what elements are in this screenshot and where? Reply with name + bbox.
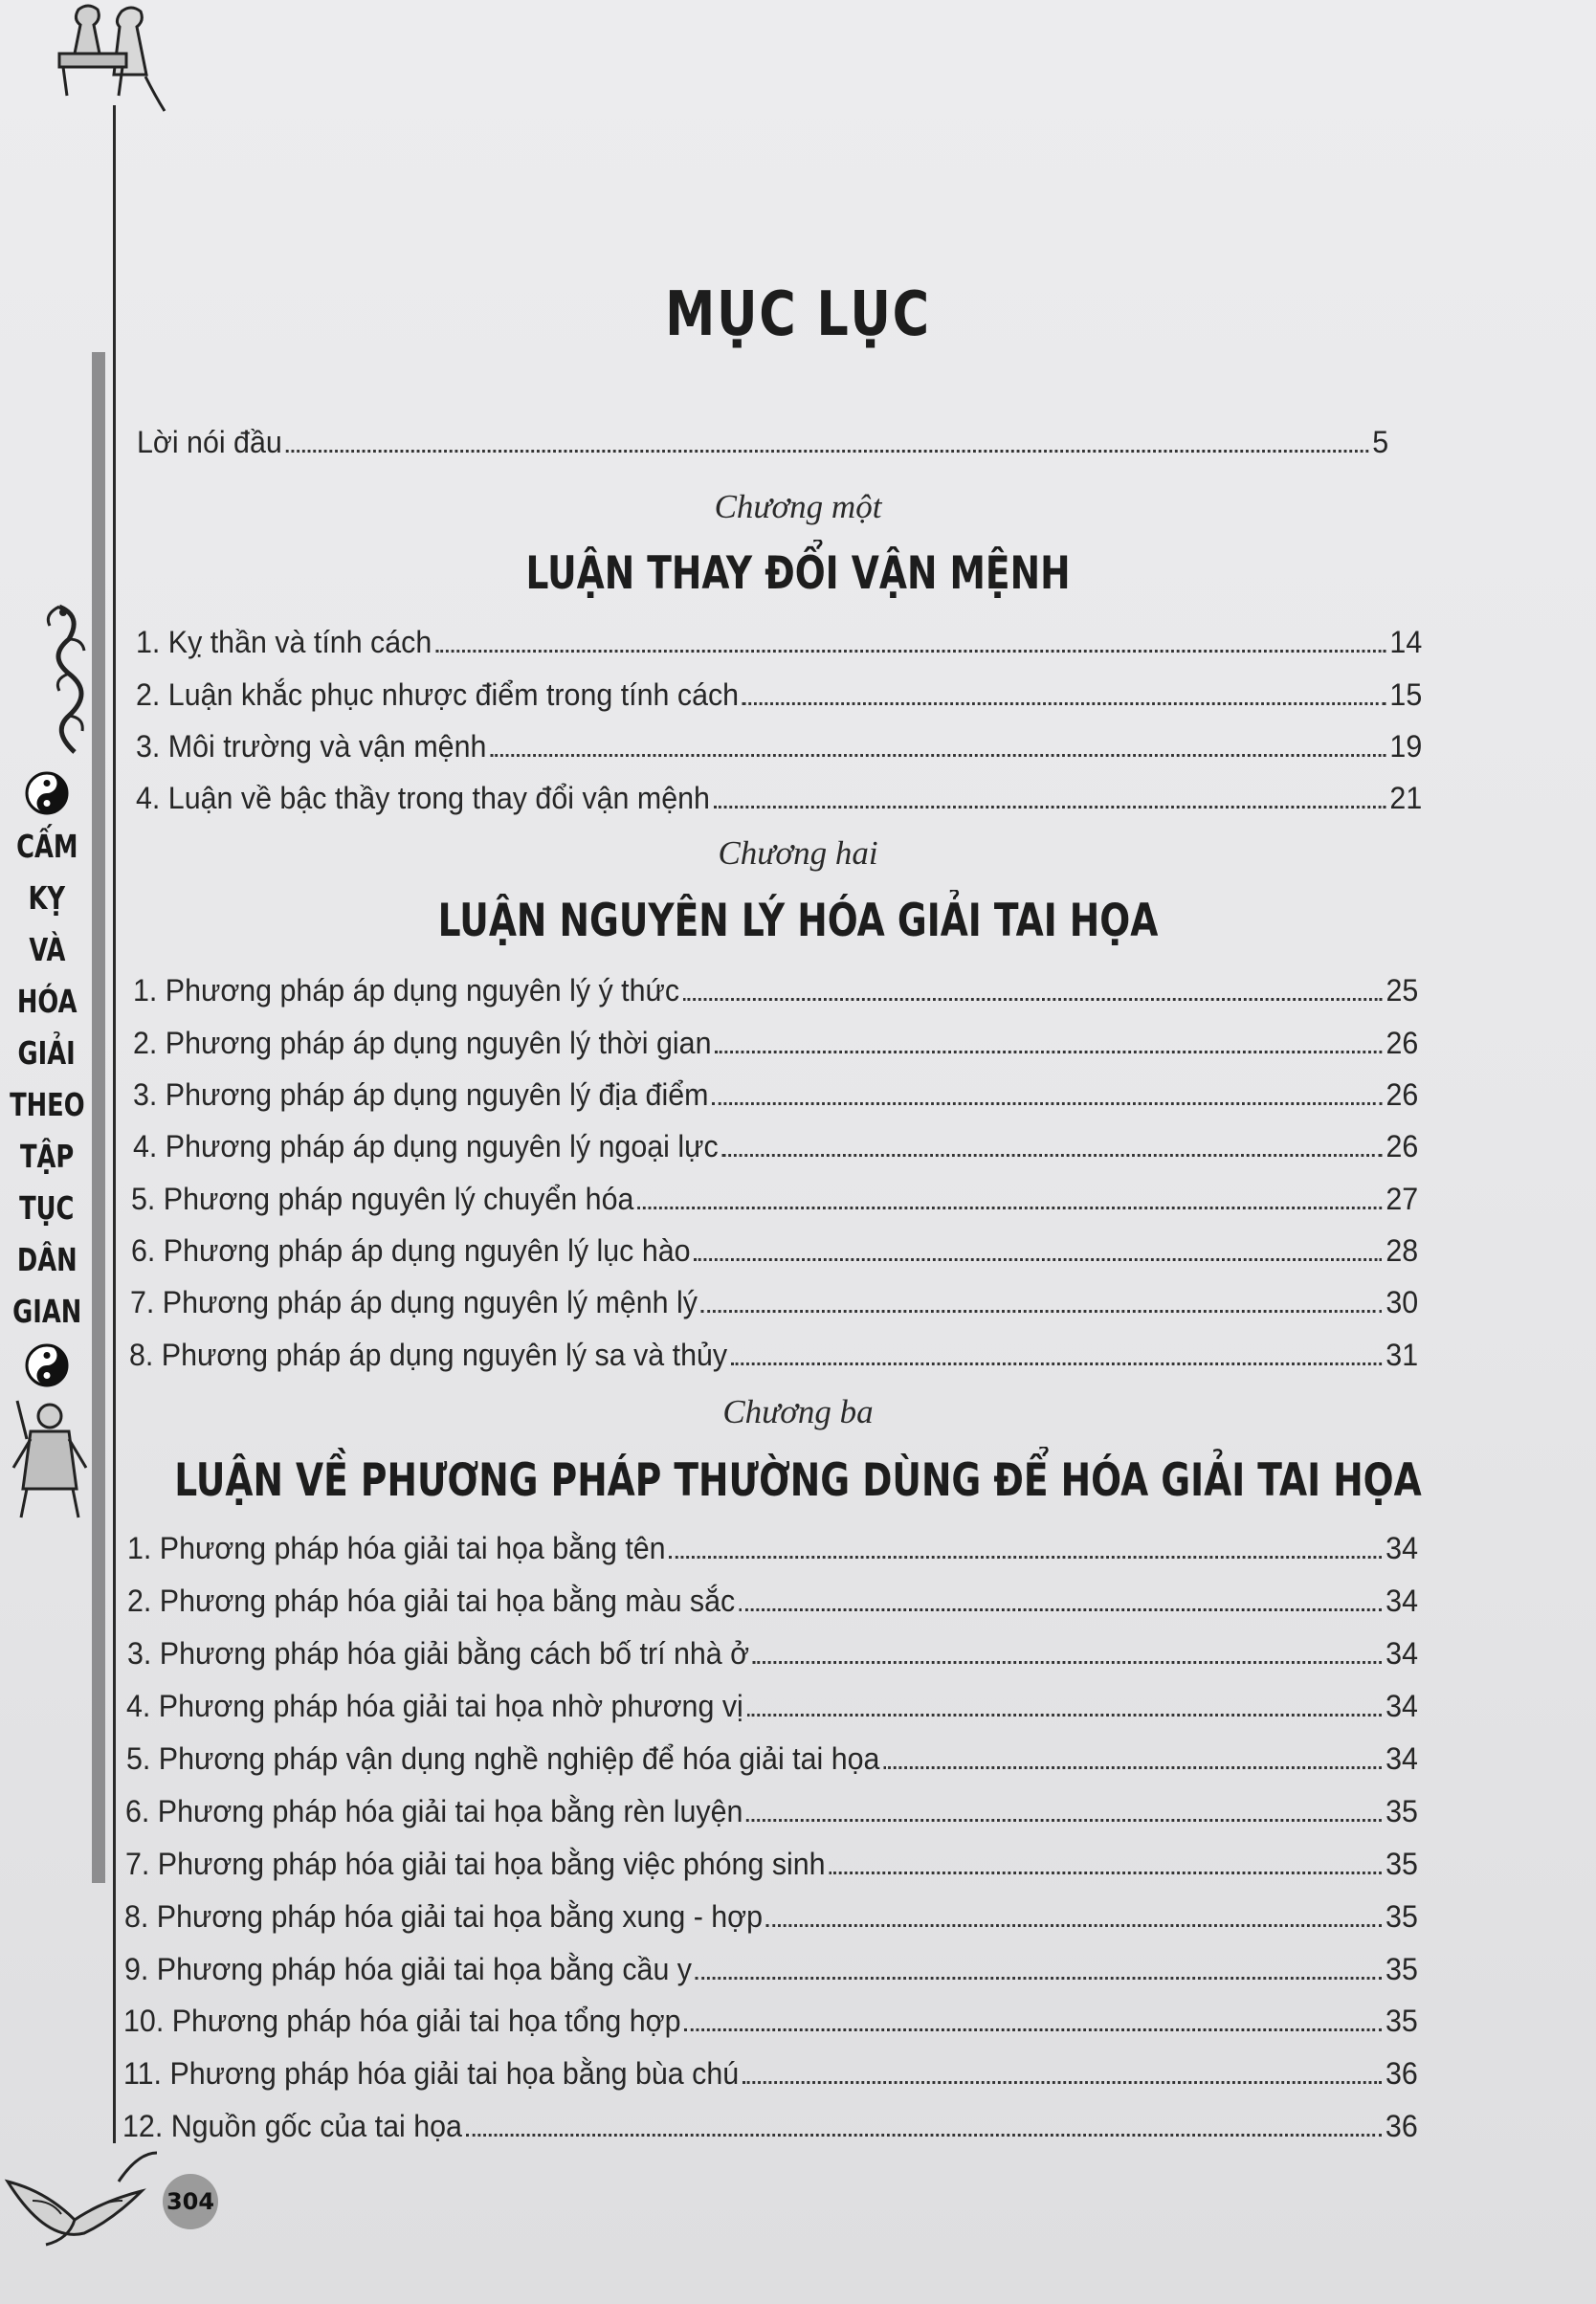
toc-entry-label: 1. Phương pháp hóa giải tai họa bằng tên bbox=[127, 1531, 666, 1565]
spine-word: HÓA bbox=[16, 983, 78, 1020]
toc-entry[interactable] bbox=[127, 1584, 1418, 1619]
toc-entry[interactable] bbox=[133, 1129, 1418, 1164]
dot-leader bbox=[883, 1766, 1382, 1769]
toc-entry[interactable] bbox=[125, 1847, 1418, 1882]
toc-entry-label: 3. Phương pháp áp dụng nguyên lý địa điểm bbox=[133, 1077, 709, 1112]
toc-entry-page: 35 bbox=[1385, 2004, 1418, 2038]
toc-entry-label: 7. Phương pháp hóa giải tai họa bằng việc phóng sinh bbox=[125, 1847, 826, 1881]
toc-entry[interactable] bbox=[124, 1899, 1418, 1935]
toc-entry-page: 25 bbox=[1385, 973, 1419, 1008]
page-number: 304 bbox=[163, 2174, 218, 2229]
toc-entry-page: 26 bbox=[1385, 1129, 1419, 1163]
spine-word: TẬP bbox=[19, 1138, 75, 1175]
spine-word: THEO bbox=[9, 1086, 85, 1123]
dot-leader bbox=[490, 754, 1385, 757]
toc-entry-page: 31 bbox=[1385, 1338, 1419, 1372]
toc-entry[interactable] bbox=[127, 1636, 1418, 1672]
toc-entry-page: 30 bbox=[1385, 1285, 1419, 1319]
dot-leader bbox=[829, 1872, 1382, 1874]
toc-entry-page: 14 bbox=[1389, 625, 1423, 659]
toc-entry[interactable] bbox=[131, 1182, 1418, 1217]
dot-leader bbox=[766, 1924, 1382, 1927]
toc-entry-label: 11. Phương pháp hóa giải tai họa bằng bùa chú bbox=[123, 2056, 740, 2091]
toc-entry-label: 5. Phương pháp nguyên lý chuyển hóa bbox=[131, 1182, 634, 1216]
toc-entry-label: 3. Phương pháp hóa giải bằng cách bố trí nhà ở bbox=[127, 1636, 750, 1671]
dot-leader bbox=[669, 1556, 1382, 1559]
toc-entry-page: 5 bbox=[1372, 425, 1389, 459]
dot-leader bbox=[721, 1154, 1382, 1157]
toc-entry-page: 34 bbox=[1385, 1741, 1418, 1776]
toc-entry-page: 19 bbox=[1389, 729, 1423, 764]
toc-entry-page: 26 bbox=[1385, 1026, 1419, 1060]
chapter-label: Chương hai bbox=[718, 834, 878, 872]
toc-entry-page: 35 bbox=[1385, 1794, 1418, 1828]
yin-yang-icon bbox=[25, 771, 69, 815]
toc-entry[interactable] bbox=[126, 1689, 1418, 1724]
toc-entry-label: Lời nói đầu bbox=[137, 425, 282, 459]
toc-entry[interactable] bbox=[124, 1952, 1418, 1987]
toc-entry[interactable] bbox=[130, 1285, 1418, 1320]
dot-leader bbox=[747, 1714, 1383, 1717]
toc-entry-label: 10. Phương pháp hóa giải tai họa tổng hợp bbox=[123, 2004, 681, 2038]
dot-leader bbox=[684, 2028, 1382, 2031]
toc-entry-page: 34 bbox=[1385, 1531, 1418, 1565]
dot-leader bbox=[743, 702, 1386, 705]
toc-entry-page: 21 bbox=[1389, 781, 1423, 815]
dot-leader bbox=[696, 1977, 1382, 1980]
chapter-label: Chương ba bbox=[722, 1393, 874, 1430]
toc-entry-label: 8. Phương pháp hóa giải tai họa bằng xung - hợp bbox=[124, 1899, 764, 1934]
toc-entry-label: 6. Phương pháp áp dụng nguyên lý lục hào bbox=[131, 1233, 691, 1268]
chapter-label: Chương một bbox=[714, 488, 882, 525]
toc-entry-page: 35 bbox=[1385, 1847, 1418, 1881]
dot-leader bbox=[753, 1661, 1382, 1664]
dot-leader bbox=[683, 998, 1383, 1001]
dot-leader bbox=[714, 806, 1386, 809]
toc-entry[interactable] bbox=[126, 1741, 1418, 1777]
toc-entry-page: 36 bbox=[1385, 2109, 1418, 2143]
spine-word: KỴ bbox=[28, 879, 66, 917]
toc-entry-label: 5. Phương pháp vận dụng nghề nghiệp để hóa giải tai họa bbox=[126, 1741, 880, 1776]
dot-leader bbox=[739, 1608, 1382, 1611]
dot-leader bbox=[731, 1362, 1383, 1365]
toc-entry-label: 8. Phương pháp áp dụng nguyên lý sa và thủy bbox=[129, 1338, 728, 1372]
toc-entry[interactable] bbox=[123, 2056, 1418, 2092]
toc-entry[interactable] bbox=[123, 2004, 1418, 2039]
toc-entry[interactable] bbox=[125, 1794, 1418, 1829]
scholars-illustration bbox=[50, 0, 174, 115]
yin-yang-icon bbox=[25, 1343, 69, 1387]
toc-entry-page: 35 bbox=[1385, 1952, 1418, 1986]
toc-entry-label: 4. Luận về bậc thầy trong thay đổi vận mệnh bbox=[136, 781, 710, 815]
chapter-title: LUẬN VỀ PHƯƠNG PHÁP THƯỜNG DÙNG ĐỂ HÓA GIẢI TAI HỌA bbox=[174, 1454, 1422, 1507]
toc-entry-label: 1. Kỵ thần và tính cách bbox=[136, 625, 432, 659]
page-title: MỤC LỤC bbox=[665, 279, 931, 350]
toc-entry-label: 7. Phương pháp áp dụng nguyên lý mệnh lý bbox=[130, 1285, 698, 1319]
chapter-title: LUẬN THAY ĐỔI VẬN MỆNH bbox=[525, 547, 1071, 600]
toc-entry-page: 26 bbox=[1385, 1077, 1419, 1112]
dot-leader bbox=[286, 450, 1369, 453]
toc-entry-label: 3. Môi trường và vận mệnh bbox=[136, 729, 487, 764]
toc-entry-label: 1. Phương pháp áp dụng nguyên lý ý thức bbox=[133, 973, 680, 1008]
toc-entry[interactable] bbox=[127, 1531, 1418, 1566]
crane-illustration bbox=[4, 2143, 166, 2249]
spine-word: TỤC bbox=[19, 1189, 75, 1227]
dot-leader bbox=[637, 1207, 1382, 1209]
toc-entry[interactable] bbox=[136, 625, 1422, 660]
toc-entry[interactable] bbox=[136, 677, 1422, 713]
vertical-rule bbox=[113, 105, 116, 2143]
toc-entry-page: 15 bbox=[1389, 677, 1423, 712]
toc-entry-label: 2. Luận khắc phục nhược điểm trong tính cách bbox=[136, 677, 740, 712]
toc-entry[interactable] bbox=[136, 781, 1422, 816]
toc-entry-page: 28 bbox=[1385, 1233, 1419, 1268]
toc-entry-label: 4. Phương pháp áp dụng nguyên lý ngoại lực bbox=[133, 1129, 719, 1163]
dot-leader bbox=[743, 2081, 1382, 2084]
spine-word: GIAN bbox=[11, 1293, 82, 1330]
dot-leader bbox=[712, 1102, 1382, 1105]
dot-leader bbox=[435, 650, 1386, 653]
dot-leader bbox=[466, 2134, 1382, 2137]
toc-entry-page: 34 bbox=[1385, 1636, 1418, 1671]
dragon-illustration bbox=[21, 603, 98, 756]
dot-leader bbox=[701, 1310, 1383, 1313]
spine-word: DÂN bbox=[16, 1241, 78, 1278]
spine-word: CẤM bbox=[15, 828, 78, 865]
toc-entry[interactable] bbox=[133, 973, 1418, 1008]
toc-entry-page: 27 bbox=[1385, 1182, 1419, 1216]
spine-word: VÀ bbox=[28, 931, 66, 968]
toc-entry-label: 2. Phương pháp áp dụng nguyên lý thời gian bbox=[133, 1026, 712, 1060]
side-band bbox=[92, 352, 105, 1883]
chapter-title: LUẬN NGUYÊN LÝ HÓA GIẢI TAI HỌA bbox=[437, 895, 1159, 947]
toc-entry[interactable] bbox=[136, 729, 1422, 764]
toc-entry-label: 4. Phương pháp hóa giải tai họa nhờ phương vị bbox=[126, 1689, 743, 1723]
toc-entry[interactable] bbox=[131, 1233, 1418, 1269]
toc-entry-page: 34 bbox=[1385, 1584, 1418, 1618]
toc-entry[interactable] bbox=[129, 1338, 1418, 1373]
toc-entry[interactable] bbox=[133, 1026, 1418, 1061]
toc-entry-page: 34 bbox=[1385, 1689, 1418, 1723]
toc-entry-label: 9. Phương pháp hóa giải tai họa bằng cầu y bbox=[124, 1952, 692, 1986]
spine-word: GIẢI bbox=[17, 1034, 77, 1072]
toc-entry-label: 2. Phương pháp hóa giải tai họa bằng màu sắc bbox=[127, 1584, 736, 1618]
dot-leader bbox=[746, 1819, 1382, 1822]
toc-entry-intro[interactable] bbox=[137, 425, 1388, 460]
dot-leader bbox=[715, 1051, 1382, 1053]
toc-entry-label: 12. Nguồn gốc của tai họa bbox=[122, 2109, 462, 2143]
toc-entry-page: 35 bbox=[1385, 1899, 1418, 1934]
toc-entry[interactable] bbox=[122, 2109, 1418, 2144]
toc-entry-page: 36 bbox=[1385, 2056, 1418, 2091]
toc-entry[interactable] bbox=[133, 1077, 1418, 1113]
dot-leader bbox=[694, 1258, 1382, 1261]
toc-entry-label: 6. Phương pháp hóa giải tai họa bằng rèn luyện bbox=[125, 1794, 743, 1828]
